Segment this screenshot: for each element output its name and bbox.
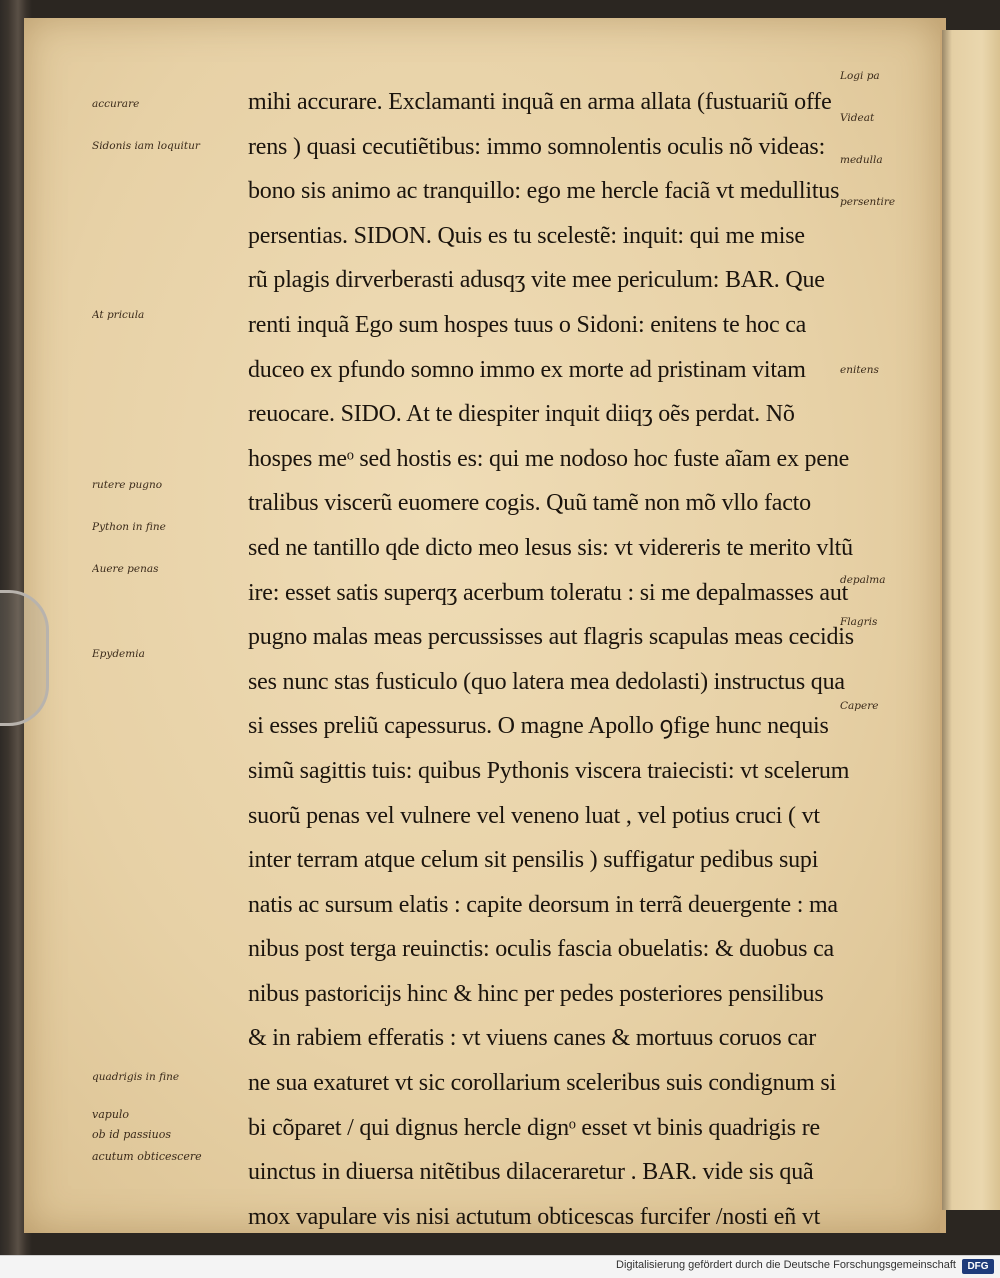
dfg-logo: DFG: [962, 1259, 994, 1274]
footer-bar: [0, 1255, 1000, 1278]
margin-note: [840, 448, 938, 490]
text-line: inter terram atque celum sit pensilis ) suffigatur pedibus supi: [248, 847, 819, 874]
margin-note: At pricula: [92, 309, 145, 322]
text-line: nibus pastoricijs hinc & hinc per pedes posteriores pensilibus: [248, 980, 824, 1007]
margin-note: [840, 532, 938, 574]
bottom-handwriting-2: ob id passiuos: [92, 1128, 171, 1141]
margin-note: depalma: [840, 574, 886, 586]
margin-note: [92, 394, 242, 436]
margin-note: Epydemia: [92, 647, 145, 660]
margin-note: [840, 910, 938, 952]
text-line: mox vapulare vis nisi actutum obticescas furcifer /nosti eñ vt: [248, 1203, 821, 1230]
margin-note: Logi pa: [840, 70, 880, 82]
margin-note: [840, 1036, 938, 1078]
margin-note: Videat: [840, 112, 875, 124]
margin-note: [92, 944, 242, 986]
margin-note: Auere penas: [92, 563, 159, 576]
text-line: natis ac sursum elatis : capite deorsum in terrã deuergente : ma: [248, 891, 838, 918]
text-line: uinctus in diuersa nitẽtibus dilaceraretur . BAR. vide sis quã: [248, 1159, 814, 1186]
bottom-handwriting-3: acutum obticescere: [92, 1150, 202, 1163]
margin-note: [92, 775, 242, 817]
text-line: sed ne tantillo qde dicto meo lesus sis: vt videreris te merito vltũ: [248, 534, 853, 561]
margin-note: [92, 267, 242, 309]
margin-note: medulla: [840, 154, 883, 166]
margin-note: [840, 280, 938, 322]
margin-note: Capere: [840, 700, 879, 712]
text-line: hospes meᵒ sed hostis es: qui me nodoso hoc fuste aĩam ex pene: [248, 445, 850, 472]
text-line: persentias. SIDON. Quis es tu scelestẽ: inquit: qui me mise: [248, 222, 805, 249]
margin-note: persentire: [840, 196, 896, 208]
printed-text-block: [248, 80, 854, 1239]
margin-note: enitens: [840, 364, 879, 376]
margin-note: [840, 1120, 938, 1162]
margin-note: rutere pugno: [92, 478, 163, 491]
margin-note: [840, 658, 938, 700]
margin-note: [840, 868, 938, 910]
text-line: bono sis animo ac tranquillo: ego me hercle faciã vt medullitus: [248, 178, 840, 205]
text-line: simũ sagittis tuis: quibus Pythonis viscera traiecisti: vt scelerum: [248, 757, 850, 784]
margin-note: [840, 784, 938, 826]
margin-note: [840, 1078, 938, 1120]
margin-note: [840, 952, 938, 994]
text-line: ses nunc stas fusticulo (quo latera mea dedolasti) instructus qua: [248, 668, 845, 695]
margin-note: [92, 352, 242, 394]
page-clip: [0, 590, 49, 726]
text-line: renti inquã Ego sum hospes tuus o Sidoni: enitens te hoc ca: [248, 311, 807, 338]
margin-note: [92, 902, 242, 944]
margin-note: [92, 225, 242, 267]
margin-note: [92, 690, 242, 732]
margin-note: [92, 817, 242, 859]
text-line: si esses preliũ capessurus. O magne Apollo ꝯfige hunc nequis: [248, 713, 829, 740]
margin-note: Python in fine: [92, 520, 166, 533]
margin-note: [92, 606, 242, 648]
text-line: ne sua exaturet vt sic corollarium sceleribus suis condignum si: [248, 1070, 836, 1097]
margin-note: [840, 322, 938, 364]
text-line: ire: esset satis superqʒ acerbum toleratu : si me depalmasses aut: [248, 579, 849, 606]
text-line: tralibus viscerũ euomere cogis. Quũ tamẽ non mõ vllo facto: [248, 490, 811, 517]
funding-credit: Digitalisierung gefördert durch die Deutsche Forschungsgemeinschaft: [616, 1259, 956, 1271]
margin-note: Flagris: [840, 616, 878, 628]
margin-note: [840, 994, 938, 1036]
text-line: nibus post terga reuinctis: oculis fascia obuelatis: & duobus ca: [248, 936, 834, 963]
margin-note: [840, 490, 938, 532]
margin-note: quadrigis in fine: [92, 1070, 180, 1083]
text-line: rens ) quasi cecutiẽtibus: immo somnolentis oculis nõ videas:: [248, 133, 826, 160]
text-line: suorũ penas vel vulnere vel veneno luat , vel potius cruci ( vt: [248, 802, 820, 829]
margin-note: [92, 1029, 242, 1071]
margin-note: [840, 826, 938, 868]
text-line: rũ plagis dirverberasti adusqʒ vite mee periculum: BAR. Que: [248, 267, 825, 294]
margin-note: [92, 436, 242, 478]
margin-note: [92, 183, 242, 225]
margin-note: [92, 986, 242, 1028]
text-line: bi cõparet / qui dignus hercle dignᵒ esset vt binis quadrigis re: [248, 1114, 820, 1141]
margin-note: [840, 238, 938, 280]
margin-note: [840, 742, 938, 784]
margin-note: [92, 859, 242, 901]
margin-note: [92, 732, 242, 774]
right-margin-annotations: [840, 70, 938, 1162]
facing-page-edge: [942, 30, 1000, 1210]
text-line: & in rabiem efferatis : vt viuens canes & mortuus coruos car: [248, 1025, 817, 1052]
margin-note: [840, 406, 938, 448]
text-line: duceo ex pfundo somno immo ex morte ad pristinam vitam: [248, 356, 806, 383]
margin-note: Sidonis iam loquitur: [92, 140, 200, 153]
margin-note: accurare: [92, 98, 140, 110]
bottom-handwriting-1: vapulo: [92, 1108, 130, 1121]
text-line: reuocare. SIDO. At te diespiter inquit diiqʒ oẽs perdat. Nõ: [248, 401, 795, 428]
text-line: mihi accurare. Exclamanti inquã en arma allata (fustuariũ offe: [248, 89, 832, 115]
text-line: pugno malas meas percussisses aut flagris scapulas meas cecidis: [248, 624, 854, 651]
left-margin-annotations: [92, 98, 242, 1198]
